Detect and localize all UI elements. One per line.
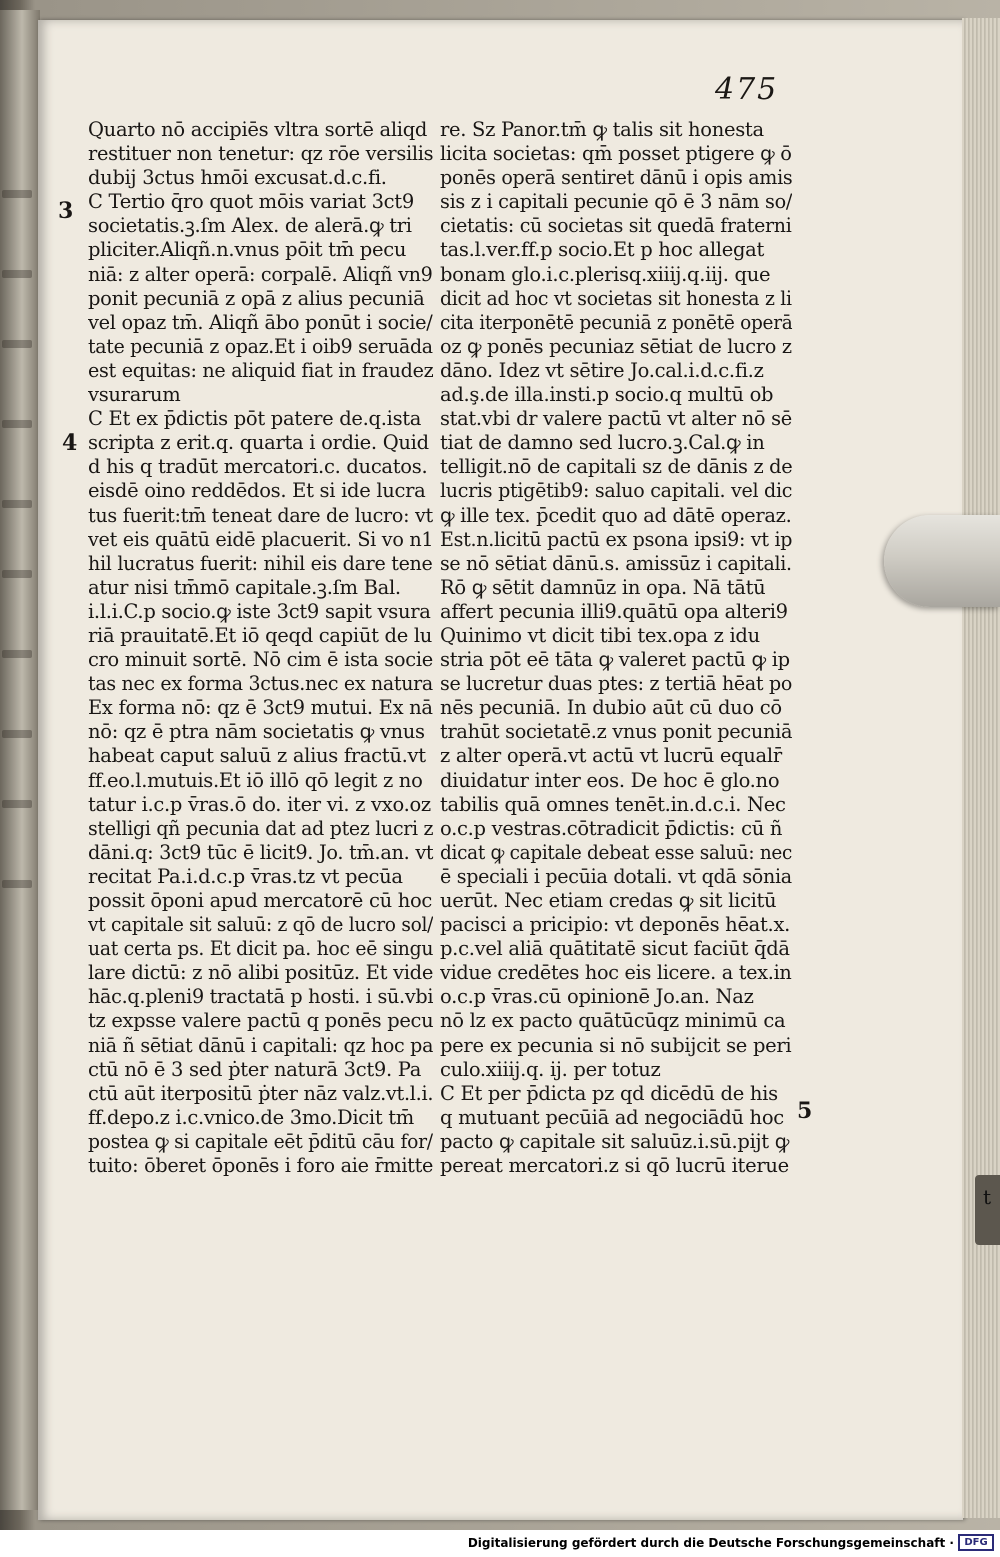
text-line: dicat ꝙ capitale debeat esse saluū: nec [440,840,793,864]
book-clip [884,515,1000,607]
margin-number-5: 5 [797,1098,813,1124]
text-line: niā ñ sētiat dānū i capitali: qz hoc pa [88,1033,433,1057]
text-line: restituer non tenetur: qz rōe versilis [88,142,433,166]
margin-number-4: 4 [62,430,78,456]
text-line: societatis.ꝫ.ſm Alex. de alerā.ꝙ tri [88,214,412,238]
text-line: dāno. Idez vt sētire Jo.cal.i.d.c.fi.z [440,358,764,382]
text-line: ad.ş.de illa.insti.p socio.q multū ob [440,383,774,407]
text-line: ctū aūt iterpositū ṗter nāz valz.vt.l.i. [88,1081,434,1105]
text-line: uerūt. Nec etiam credas ꝙ sit licitū [440,889,777,912]
text-line: vidue credētes hoc eis licere. a tex.in [440,961,792,985]
text-line: se nō sētiat dānū.s. amissūz i capitali. [440,551,792,575]
page-edges [962,18,1000,1518]
text-line: q mutuant pecūiā ad negociādū hoc [440,1105,784,1129]
text-line: lucris ptigētib9: saluo capitali. vel dic [440,479,793,503]
text-line: cita iterponētē pecuniā z ponētē operā [440,310,793,334]
text-line: stat.vbi dr valere pactū vt alter nō sē [440,407,792,431]
text-line: postea ꝙ si capitale eēt p̄ditū cāu for/ [88,1129,433,1153]
text-line: hāc.q.pleni9 tractatā p hosti. i sū.vbi [88,985,434,1009]
page-number: 475 [715,72,779,107]
text-line: atur nisi tm̄mō capitale.ꝫ.ſm Bal. [88,575,401,599]
text-line: ponit pecuniā z opā z alius pecuniā [88,286,425,310]
text-line: i.l.i.C.p socio.ꝙ iste 3ct9 sapit vsura [88,599,431,623]
text-line: re. Sz Panor.tm̄ ꝙ talis sit honesta [440,118,764,141]
text-line: telligit.nō de capitali sz de dānis z de [440,455,793,479]
text-line: Quarto nō accipiēs vltra sortē aliqd [88,118,428,141]
text-line: tus fuerit:tm̄ teneat dare de lucro: vt [88,503,433,527]
text-line: hil lucratus fuerit: nihil eis dare tene [88,551,433,575]
text-line: dāni.q: 3ct9 tūc ē licit9. Jo. tm̄.an. vt [88,840,434,864]
text-line: Ex forma nō: qz ē 3ct9 mutui. Ex nā [88,696,433,720]
text-line: tate pecuniā z opaz.Et i oib9 seruāda [88,334,433,358]
text-line: tatur i.c.p v̄ras.ō do. iter vi. z vxo.oz [88,792,431,816]
text-line: pliciter.Aliqñ.n.vnus pōit tm̄ pecu [88,238,407,262]
text-line: stria pōt eē tāta ꝙ valeret pactū ꝙ ip [440,648,790,672]
text-line: Est.n.licitū pactū ex psona ipsi9: vt ip [440,527,793,551]
text-line: o.c.p v̄ras.cū opinionē Jo.an. Naz [440,985,754,1009]
text-line: se lucretur duas ptes: z tertiā hēat po [440,672,792,696]
text-line: d his q tradūt mercatori.c. ducatos. [88,455,428,479]
text-line: vel opaz tm̄. Aliqñ ābo ponūt i socie/ [88,310,433,334]
text-line: vsurarum [88,383,181,407]
text-line: p.c.vel aliā quātitatē sicut faciūt q̄dā [440,937,790,961]
text-line: licita societas: qm̄ posset ptigere ꝙ ō [440,142,792,166]
text-line: habeat caput saluū z alius fractū.vt [88,744,426,768]
text-line: nō: qz ē ptra nām societatis ꝙ vnus [88,720,425,744]
text-line: ꝙ ille tex. p̄cedit quo ad dātē operaz. [440,503,792,527]
text-line: ctū nō ē 3 sed ṗter naturā 3ct9. Pa [88,1057,422,1081]
text-line: tas nec ex forma 3ctus.nec ex natura [88,672,433,696]
text-line: C Et ex p̄dictis pōt patere de.q.ista [88,407,422,431]
text-line: dicit ad hoc vt societas sit honesta z li [440,286,792,310]
text-line: C Tertio q̄ro quot mōis variat 3ct9 [88,190,414,214]
text-line: sis z i capitali pecunie qō ē 3 nām so/ [440,190,793,214]
text-line: tuito: ōberet ōponēs i foro aie r̄mitte [88,1154,434,1178]
text-line: Rō ꝙ sētit damnūz in opa. Nā tātū [440,575,766,599]
text-line: stelligi qñ pecunia dat ad ptez lucri z [88,816,434,840]
text-line: affert pecunia illi9.quātū opa alteri9 [440,599,788,623]
text-line: uat certa ps. Et dicit pa. hoc eē singu [88,937,434,961]
text-line: ē speciali i pecūia dotali. vt qdā sōnia [440,864,792,888]
text-line: pacto ꝙ capitale sit saluūz.i.sū.pijt ꝙ [440,1129,790,1153]
text-line: recitat Pa.i.d.c.p v̄ras.tz vt pecūa [88,864,403,888]
text-line: ff.eo.l.mutuis.Et iō illō qō legit z no [88,768,423,792]
text-column-left [88,118,433,1178]
text-line: trahūt societatē.z vnus ponit pecuniā [440,720,793,744]
text-line: ff.depo.z i.c.vnico.de 3mo.Dicit tm̄ [88,1105,414,1129]
text-line: tas.l.ver.ff.p socio.Et p hoc allegat [440,238,765,262]
text-line: tabilis quā omnes tenēt.in.d.c.i. Nec [440,792,786,816]
text-line: pere ex pecunia si nō subijcit se peri [440,1033,792,1057]
text-line: vt capitale sit saluū: z qō de lucro sol/ [88,913,433,937]
text-line: oz ꝙ ponēs pecuniaz sētiat de lucro z [440,334,792,358]
text-line: scripta z erit.q. quarta i ordie. Quid [88,431,429,455]
text-line: vet eis quātū eidē placuerit. Si vo n1 [88,527,434,551]
dfg-logo-text: DFG [964,1537,988,1548]
text-line: pereat mercatori.z si qō lucrū iterue [440,1154,789,1178]
text-line: diuidatur inter eos. De hoc ē glo.no [440,768,780,792]
tab-letter: t [983,1185,992,1209]
left-page-edge [0,10,40,1510]
text-line: tiat de damno sed lucro.ꝫ.Cal.ꝙ in [440,431,765,455]
text-line: o.c.p vestras.cōtradicit p̄dictis: cū ñ [440,816,783,840]
text-line: ponēs operā sentiret dānū i opis amis [440,166,793,190]
funding-credit: Digitalisierung gefördert durch die Deutsche Forschungsgemeinschaft · [467,1536,954,1550]
text-line: est equitas: ne aliquid fiat in fraudez [88,358,433,382]
text-line: dubij 3ctus hmōi excusat.d.c.fi. [88,166,387,190]
text-line: bonam glo.i.c.plerisq.xiiij.q.iij. que [440,262,771,286]
text-line: riā prauitatē.Et iō qeqd capiūt de lu [88,623,433,647]
text-line: niā: z alter operā: corpalē. Aliqñ vn9 [88,262,433,286]
text-line: tz expsse valere pactū q ponēs pecu [88,1009,433,1033]
text-line: culo.xiiij.q. ij. per totuz [440,1057,661,1081]
text-line: lare dictū: z nō alibi positūz. Et vide [88,961,433,985]
text-line: z alter operā.vt actū vt lucrū equalr̄ [440,744,782,768]
text-line: C Et per p̄dicta pz qd dicēdū de his [440,1081,778,1105]
text-column-right [440,118,792,1178]
text-line: nō lz ex pacto quātūcūqz minimū ca [440,1009,786,1033]
text-line: cro minuit sortē. Nō cim ē ista socie [88,648,433,672]
footer-bar [0,1530,1000,1557]
page-tab [975,1175,1000,1245]
margin-number-3: 3 [58,198,74,224]
dfg-logo [958,1534,994,1551]
text-line: pacisci a pricipio: vt deponēs hēat.x. [440,913,791,937]
text-line: cietatis: cū societas sit quedā fraterni [440,214,792,238]
text-line: possit ōponi apud mercatorē cū hoc [88,889,433,912]
text-line: nēs pecuniā. In dubio aūt cū duo cō [440,696,782,720]
text-line: Quinimo vt dicit tibi tex.opa z idu [440,623,760,647]
text-line: eisdē oino reddēdos. Et si ide lucra [88,479,426,503]
